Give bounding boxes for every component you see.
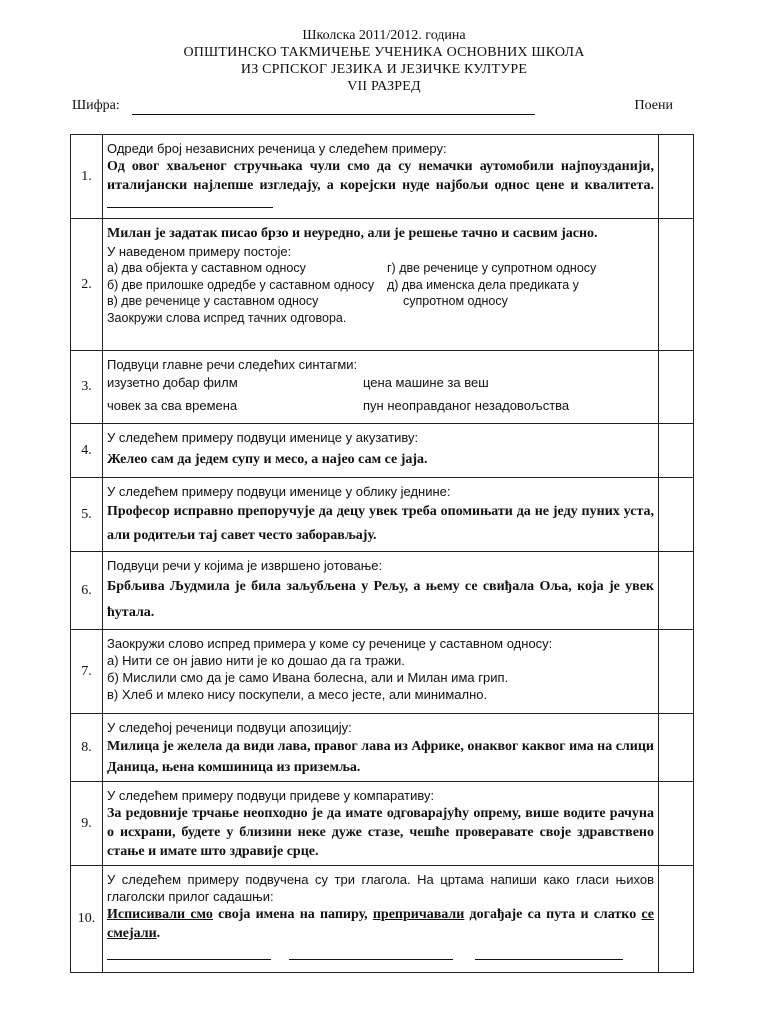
phrase[interactable]: човек за сва времена: [107, 398, 238, 413]
task-number: 8.: [71, 714, 103, 782]
competition-title: ОПШТИНСКО ТАКМИЧЕЊЕ УЧЕНИКА ОСНОВНИХ ШКОЛА: [183, 45, 585, 60]
answer-line[interactable]: [289, 947, 453, 960]
points-cell[interactable]: [659, 552, 694, 630]
phrase-row: [107, 393, 654, 419]
options-row: [107, 260, 654, 277]
task-body: [103, 866, 659, 973]
option-d-continued: супротном односу: [403, 294, 508, 308]
task-row: [71, 552, 694, 630]
task-sentence[interactable]: Милица је желела да види лава, правог лава из Африке, онаквог каквог има на слици Даница, њена комшиница из приземља.: [107, 739, 654, 775]
underlined-verb: Исписивали смо: [107, 907, 213, 922]
subject-title: ИЗ СРПСКОГ ЈЕЗИКА И ЈЕЗИЧКЕ КУЛТУРЕ: [240, 62, 528, 77]
task-number: 10.: [71, 866, 103, 973]
code-label: Шифра:: [72, 98, 120, 113]
task-sentence: Милан је задатак писао брзо и неуредно, али је решење тачно и сасвим јасно.: [107, 226, 598, 241]
phrase[interactable]: изузетно добар филм: [107, 375, 238, 390]
task-row: [71, 219, 694, 351]
points-cell[interactable]: [659, 219, 694, 351]
points-cell[interactable]: [659, 630, 694, 714]
task-row: [71, 630, 694, 714]
task-body: [103, 135, 659, 219]
task-row: [71, 478, 694, 552]
task-sentence: Исписивали смо своја имена на папиру, препричавали догађаје са пута и слатко се смејали.: [107, 907, 654, 941]
task-instruction: Подвуци главне речи следећих синтагми:: [107, 357, 358, 372]
underlined-verb: препричавали: [372, 907, 465, 922]
grade-title: VII РАЗРЕД: [347, 79, 421, 94]
phrase[interactable]: пун неоправданог незадовољства: [363, 398, 570, 413]
task-instruction: У следећем примеру подвучена су три глагола. На цртама напиши како гласи њихов глаголски прилог садашњи:: [107, 872, 654, 904]
task-number: 4.: [71, 424, 103, 478]
task-instruction: У следећем примеру подвуци придеве у компаративу:: [107, 788, 435, 803]
task-body: [103, 782, 659, 866]
task-number: 7.: [71, 630, 103, 714]
answer-line[interactable]: [475, 947, 623, 960]
task-body: [103, 630, 659, 714]
option-a[interactable]: а) Нити се он јавио нити је ко дошао да га тражи.: [107, 653, 405, 668]
task-body: [103, 351, 659, 424]
phrase-row: [107, 373, 654, 393]
tasks-table: [70, 134, 694, 973]
option-b[interactable]: б) Мислили смо да је само Ивана болесна, али и Милан има грип.: [107, 670, 509, 685]
task-instruction: У следећем примеру подвуци именице у акузативу:: [107, 430, 419, 445]
document-header: [0, 27, 768, 95]
task-sentence[interactable]: Брбљива Људмила је била заљубљена у Рељу, а њему се свиђала Оља, која је увек ћутала.: [107, 579, 654, 620]
answer-line[interactable]: [107, 195, 273, 208]
task-row: [71, 782, 694, 866]
points-cell[interactable]: [659, 351, 694, 424]
task-row: [71, 351, 694, 424]
task-row: [71, 135, 694, 219]
options-row: [107, 277, 654, 294]
task-instruction: У наведеном примеру постоје:: [107, 244, 292, 259]
points-cell[interactable]: [659, 714, 694, 782]
task-sentence[interactable]: Професор исправно препоручује да децу увек треба опомињати да не једу пуних уста, али родитељи тај савет често заборављају.: [107, 504, 654, 543]
task-instruction: Одреди број независних реченица у следећем примеру:: [107, 141, 447, 156]
task-body: [103, 478, 659, 552]
school-year: Школска 2011/2012. година: [302, 28, 466, 43]
task-number: 5.: [71, 478, 103, 552]
task-body: [103, 219, 659, 351]
points-cell[interactable]: [659, 135, 694, 219]
option-v[interactable]: в) две реченице у саставном односу: [107, 294, 319, 308]
code-field[interactable]: [132, 114, 535, 115]
answer-lines: [107, 947, 654, 961]
task-row: [71, 866, 694, 973]
task-instruction: У следећој реченици подвуци апозицију:: [107, 720, 352, 735]
points-cell[interactable]: [659, 424, 694, 478]
task-instruction: Заокружи слово испред примера у коме су реченице у саставном односу:: [107, 636, 553, 651]
task-body: [103, 714, 659, 782]
points-cell[interactable]: [659, 866, 694, 973]
task-instruction: У следећем примеру подвуци именице у облику једнине:: [107, 484, 451, 499]
options-row: [107, 293, 654, 310]
answer-line[interactable]: [107, 947, 271, 960]
option-a[interactable]: а) два објекта у саставном односу: [107, 261, 306, 275]
task-sentence[interactable]: Желео сам да једем супу и месо, а најео сам се јаја.: [107, 452, 428, 467]
task-number: 9.: [71, 782, 103, 866]
option-v[interactable]: в) Хлеб и млеко нису поскупели, а месо јесте, али минимално.: [107, 687, 488, 702]
option-g[interactable]: г) две реченице у супротном односу: [387, 261, 597, 275]
task-row: [71, 424, 694, 478]
task-number: 2.: [71, 219, 103, 351]
task-number: 6.: [71, 552, 103, 630]
task-body: [103, 424, 659, 478]
task-row: [71, 714, 694, 782]
task-instruction-circle: Заокружи слова испред тачних одговора.: [107, 310, 347, 325]
underlined-verb: се смејали: [107, 907, 654, 941]
points-cell[interactable]: [659, 478, 694, 552]
task-sentence[interactable]: За редовније трчање неопходно је да имате одговарајућу опрему, више водите рачуна о исхрани, будете у близини неке дуже стазе, чешће проверавате своје здравствено стање и имате што здравије срце.: [107, 806, 654, 859]
phrase[interactable]: цена машине за веш: [363, 375, 489, 390]
task-number: 1.: [71, 135, 103, 219]
option-d[interactable]: д) два именска дела предиката у: [387, 277, 579, 292]
task-number: 3.: [71, 351, 103, 424]
task-body: [103, 552, 659, 630]
option-b[interactable]: б) две прилошке одредбе у саставном односу: [107, 277, 375, 292]
task-sentence: Од овог хваљеног стручњака чули смо да су немачки аутомобили најпоузданији, италијански најлепше изгледају, а корејски нуде најбољи однос цене и квалитета.: [107, 157, 654, 214]
task-instruction: Подвуци речи у којима је извршено јотовање:: [107, 558, 383, 573]
points-label: Поени: [634, 98, 673, 113]
points-cell[interactable]: [659, 782, 694, 866]
